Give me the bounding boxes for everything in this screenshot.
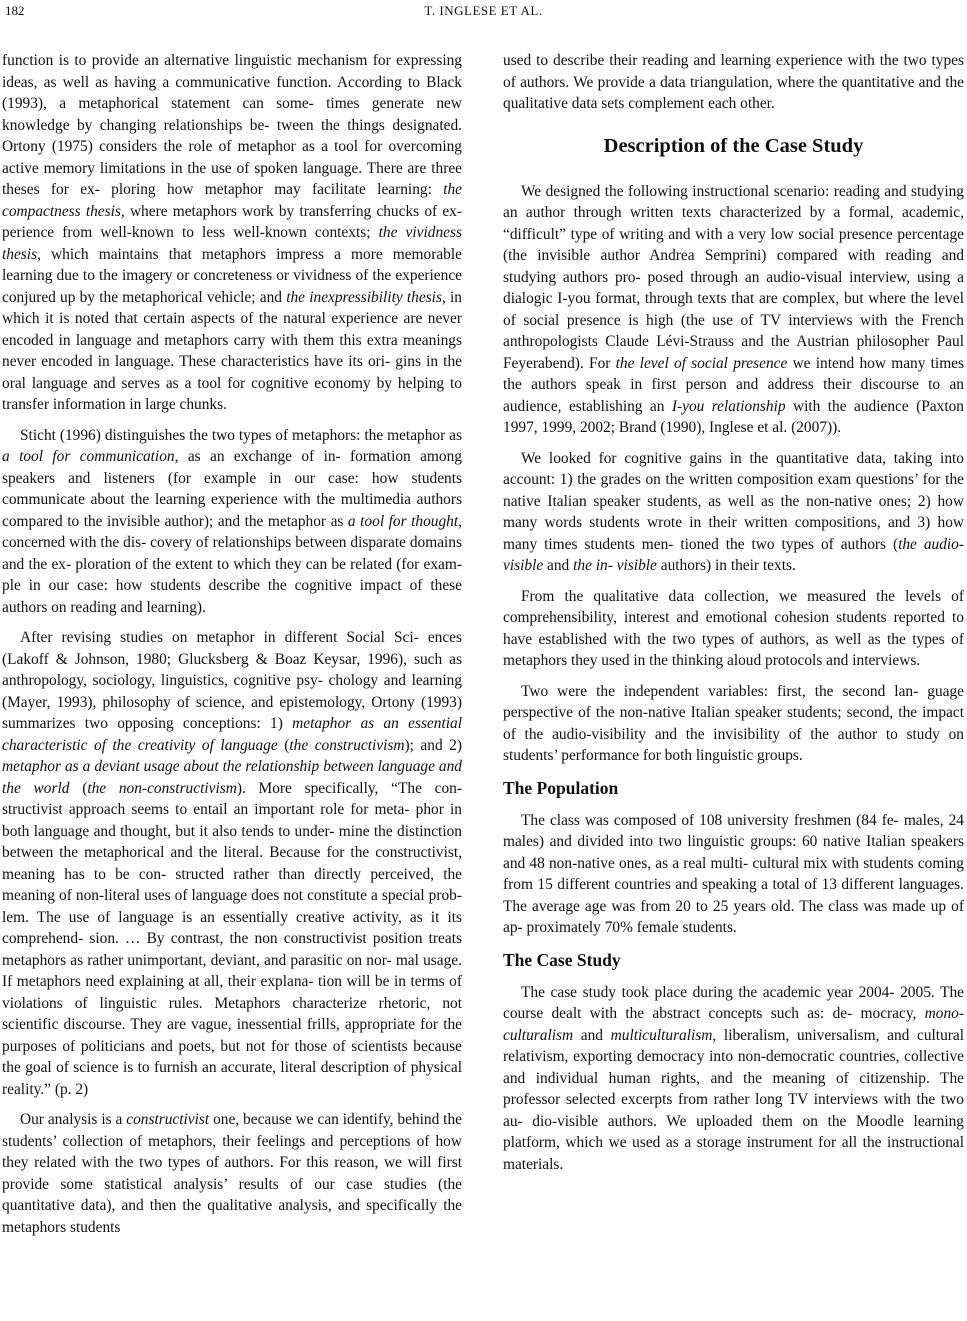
italic-term: the inexpressibility thesis (286, 288, 442, 306)
section-title: Description of the Case Study (603, 134, 864, 157)
right-paragraph-2 (503, 181, 964, 439)
italic-term: the vividness thesis (2, 224, 462, 263)
italic-term: the audio-visible (503, 535, 964, 574)
text-run: ); and 2) (404, 736, 463, 754)
left-paragraph-3 (2, 627, 462, 1100)
italic-term: the compactness thesis, (2, 181, 462, 220)
text-run: one, because we can identify, behind the students’ collection of metaphors, their feelings and perceptions of how they related with the two types of authors. For this reason, we will first provide some statistical analysis’ results of our case studies (the quantitative data), and then the qualitative analysis, and specifically the metaphors students (2, 1111, 462, 1236)
left-paragraph-1 (2, 50, 462, 416)
italic-term: a tool for communication (2, 448, 175, 465)
italic-term: mono-culturalism (503, 1005, 964, 1044)
italic-term: metaphor as a deviant usage about the relationship between language and the world (2, 758, 462, 797)
text-run: Our analysis is a (20, 1111, 127, 1128)
text-run: ( (69, 779, 88, 797)
text-run: ( (277, 736, 290, 754)
right-paragraph-5: Two were the independent variables: first, the second lan- guage perspective of the non-native Italian speaker students; second, the impact of the audio-visibility and the invisibility of the author to study on students’ performance for both linguistic groups. (503, 682, 964, 764)
text-run: We designed the following instructional scenario: reading and studying an author through written texts characterized by a formal, academic, “difficult” type of writing and with a very low social presence percentage (the invisible author Andrea Semprini) compared with reading and studying authors pro- posed through an audio-visual interview, using a dialogic I-you format, through texts that are complex, but where the level of social presence is high (the use of TV interviews with the French anthropologists Claude Lévi-Strauss and the Austrian philosopher Paul Feyerabend). For (503, 182, 964, 372)
text-run: and (573, 1026, 611, 1044)
page-number: 182 (5, 3, 25, 18)
text-run: , in which it is noted that certain aspects of the natural experience are never encoded in language and metaphors carry with them this extra meanings never encoded in language. These characteristics have its ori- gins in the oral language and serves as a tool for cognitive economy by helping to transfer information in large chunks. (2, 288, 462, 413)
right-paragraph-7 (503, 982, 964, 1176)
italic-term: the in- visible (573, 557, 657, 574)
italic-term: constructivist (126, 1111, 210, 1128)
right-paragraph-4: From the qualitative data collection, we measured the levels of comprehensibility, interest and emotional cohesion students reported to have established with the two types of authors, as well as the types of metaphors they used in the thinking aloud protocols and interviews. (503, 587, 964, 669)
subsection-title-population: The Population (503, 777, 619, 798)
right-column (503, 50, 964, 1184)
italic-term: metaphor as an essential characteristic of the creativity of language (2, 715, 462, 754)
text-run: function is to provide an alternative linguistic mechanism for expressing ideas, as well as having a communicative function. According to Black (1993), a metaphorical statement can some- times generate new knowledge by changing relationships be- tween the things designated. Ortony (1975) considers the role of metaphor as a tool for overcoming active memory limitations in the use of spoken language. There are three theses for ex- ploring how metaphor may facilitate learning: (2, 52, 462, 198)
text-run: , as an exchange of in- formation among speakers and listeners (for example in our case: how students communicate about the learning experience with the multimedia authors compared to the invisible author); and the metaphor as (2, 448, 462, 530)
right-paragraph-6: The class was composed of 108 university freshmen (84 fe- males, 24 males) and divided into two linguistic groups: 60 native Italian speakers and 48 non-native ones, as a real multi- cultural mix with students coming from 15 different countries and speaking a total of 13 different languages. The average age was from 20 to 25 years old. The class was made up of ap- proximately 70% female students. (503, 811, 964, 936)
text-run: with the audience (Paxton 1997, 1999, 2002; Brand (1990), Inglese et al. (2007)). (503, 397, 964, 436)
italic-term: multiculturalism (610, 1026, 713, 1044)
right-paragraph-3 (503, 448, 964, 577)
text-run: concerned with the dis- covery of relationships between disparate domains and the ex- ploration of the extent to which they can be related (for exam- ple in our case: how students describe the cognitive impact of these authors on reading and learning). (2, 534, 462, 616)
text-run: where metaphors work by transferring chucks of ex- perience from well-known to less well-known contexts; (2, 202, 462, 241)
text-run: authors) in their texts. (656, 557, 796, 574)
left-paragraph-2 (2, 425, 462, 619)
italic-term: the constructivism (289, 736, 405, 754)
subsection-title-case-study: The Case Study (503, 949, 621, 970)
text-run: We looked for cognitive gains in the quantitative data, taking into account: 1) the grades on the written composition exam questions’ for the native Italian speaker students, as well as the non-native ones; 2) how many words students wrote in their written compositions, and 3) how many times students men- tioned the two types of authors ( (503, 449, 964, 553)
right-paragraph-1: used to describe their reading and learning experience with the two types of authors. We provide a data triangulation, where the quantitative and the qualitative data sets complement each other. (503, 52, 964, 112)
italic-term: a tool for thought, (347, 512, 462, 530)
italic-term: the level of social presence (615, 354, 788, 372)
running-head: T. INGLESE ET AL. (424, 3, 543, 18)
text-run: , liberalism, universalism, and cultural relativism, exporting democracy into non-democratic countries, collective and individual human rights, and the meaning of citizenship. The professor selected excerpts from rather long TV interviews with the two au- dio-visible authors. We uploaded them on the Moodle learning platform, which we used as a storage instrument for all the instructional materials. (503, 1026, 964, 1173)
italic-term: I-you relationship (671, 397, 786, 415)
left-column (2, 50, 462, 1247)
text-run: The case study took place during the academic year 2004- 2005. The course dealt with the abstract concepts such as: de- mocracy, (503, 983, 964, 1022)
text-run: and (543, 557, 574, 574)
text-run: we intend how many times the authors speak in first person and address their discourse to an audience, establishing an (503, 354, 964, 415)
text-run: ). More specifically, “The con- structivist approach seems to entail an important role for meta- phor in both language and thought, but it also tends to under- mine the distinction between the metaphorical and the literal. Because for the constructivist, meaning has to be con- structed rather than directly perceived, the meaning of non-literal uses of language does not constitute a special prob- lem. The use of language is an essentially creative activity, as it its comprehend- sion. … By contrast, the non constructivist position treats metaphors as rather unimportant, deviant, and parasitic on nor- mal usage. If metaphors need explaining at all, their explana- tion will be in terms of violations of linguistic rules. Metaphors characterize rhetoric, not scientific discourse. They are vague, inessential frills, appropriate for the purposes of politicians and poets, but not for those of scientists because the goal of science is to furnish an accurate, literal description of physical reality.” (p. 2) (2, 779, 462, 1098)
text-run: After revising studies on metaphor in different Social Sci- ences (Lakoff & Johnson, 1980; Glucksberg & Boaz Keysar, 1996), such as anthropology, sociology, linguistics, cognitive psy- chology and learning (Mayer, 1993), philosophy of science, and epistemology, Ortony (1993) summarizes two opposing conceptions: 1) (2, 629, 462, 732)
text-run: Sticht (1996) distinguishes the two types of metaphors: the metaphor as (20, 426, 462, 444)
italic-term: the non-constructivism (87, 779, 237, 797)
left-paragraph-4 (2, 1109, 462, 1238)
text-run: , which maintains that metaphors impress a more memorable learning due to the imagery or concreteness or vividness of the experience conjured up by the metaphorical vehicle; and (2, 245, 462, 306)
